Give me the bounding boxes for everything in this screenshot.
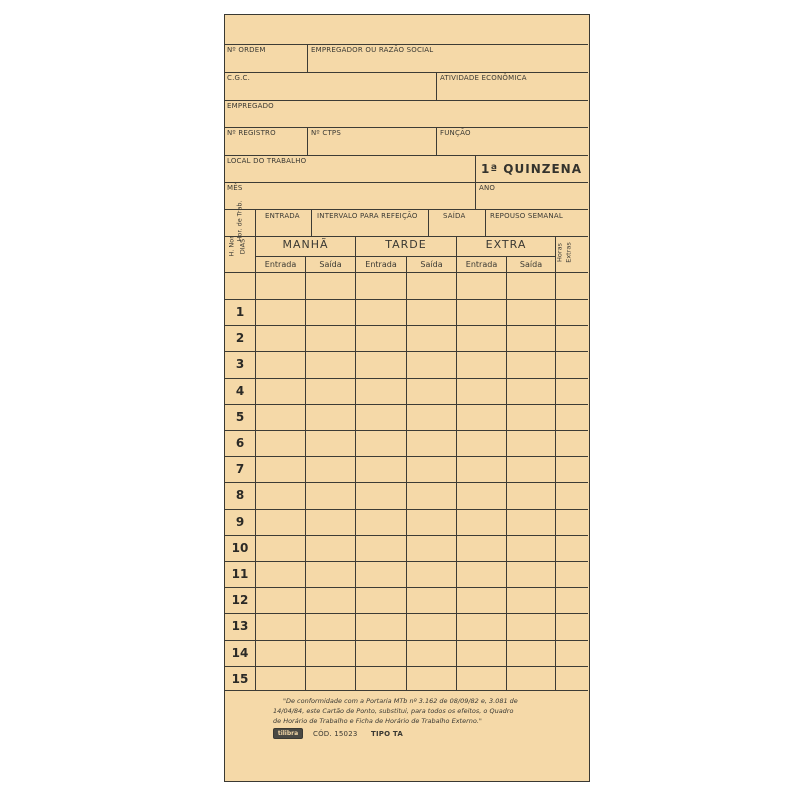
- codigo-label: CÓD. 15023: [313, 730, 358, 738]
- cgc-label: C.G.C.: [227, 74, 251, 82]
- divider: [555, 236, 556, 690]
- funcao-label: FUNÇÃO: [440, 129, 471, 137]
- registro-label: Nº REGISTRO: [227, 129, 276, 137]
- divider: [225, 236, 588, 237]
- divider: [225, 100, 588, 101]
- day-number: 13: [231, 619, 249, 633]
- divider: [305, 256, 306, 690]
- day-number: 15: [231, 672, 249, 686]
- row-divider: [225, 378, 588, 379]
- day-number: 6: [235, 436, 245, 450]
- divider: [225, 127, 588, 128]
- divider: [255, 236, 256, 690]
- quinzena-title: 1ª QUINZENA: [481, 162, 582, 176]
- extra-entrada: Entrada: [465, 260, 498, 269]
- row-divider: [225, 299, 588, 300]
- divider: [225, 155, 588, 156]
- row-divider: [225, 430, 588, 431]
- tarde-saida: Saída: [420, 260, 443, 269]
- row-divider: [225, 613, 588, 614]
- row-divider: [225, 587, 588, 588]
- divider: [406, 256, 407, 690]
- extras-label: Extras: [564, 242, 573, 263]
- tarde-entrada: Entrada: [365, 260, 397, 269]
- divider: [436, 127, 437, 155]
- row-divider: [225, 404, 588, 405]
- row-divider: [225, 535, 588, 536]
- extra-header: EXTRA: [485, 238, 527, 251]
- saida-label: SAÍDA: [443, 212, 466, 220]
- footer-line-1: "De conformidade com a Portaria MTb nº 3.162 de 08/09/82 e, 3.081 de: [283, 697, 518, 705]
- day-number: 12: [231, 593, 249, 607]
- hor-trab-label: Hor. de Trab.: [235, 200, 244, 242]
- time-card: [224, 14, 590, 782]
- repouso-label: REPOUSO SEMANAL: [490, 212, 563, 220]
- divider: [225, 209, 588, 210]
- dias-label: DIAS: [238, 238, 247, 255]
- ordem-label: Nº ORDEM: [227, 46, 266, 54]
- day-number: 3: [235, 357, 245, 371]
- day-number: 9: [235, 515, 245, 529]
- divider: [255, 209, 256, 236]
- manha-saida: Saída: [319, 260, 342, 269]
- ano-label: ANO: [479, 184, 496, 192]
- horas-label: Horas: [555, 243, 564, 262]
- hnor-label: H. Nor: [227, 236, 236, 257]
- day-number: 11: [231, 567, 249, 581]
- local-label: LOCAL DO TRABALHO: [227, 157, 307, 165]
- row-divider: [225, 456, 588, 457]
- row-divider: [225, 561, 588, 562]
- row-divider: [225, 666, 588, 667]
- tilibra-logo: tilibra: [273, 728, 303, 739]
- divider: [475, 155, 476, 209]
- atividade-label: ATIVIDADE ECONÔMICA: [440, 74, 527, 82]
- manha-entrada: Entrada: [264, 260, 297, 269]
- row-divider: [225, 325, 588, 326]
- tarde-header: TARDE: [385, 238, 427, 251]
- divider: [307, 127, 308, 155]
- empregado-label: EMPREGADO: [227, 102, 274, 110]
- divider: [428, 209, 429, 236]
- row-divider: [225, 351, 588, 352]
- day-number: 5: [235, 410, 245, 424]
- divider: [355, 236, 356, 690]
- day-number: 1: [235, 305, 245, 319]
- ctps-label: Nº CTPS: [311, 129, 341, 137]
- divider: [225, 690, 588, 691]
- manha-header: MANHÃ: [282, 238, 329, 251]
- row-divider: [225, 640, 588, 641]
- day-number: 2: [235, 331, 245, 345]
- day-number: 14: [231, 646, 249, 660]
- entrada-label: ENTRADA: [265, 212, 300, 220]
- divider: [485, 209, 486, 236]
- divider: [225, 72, 588, 73]
- mes-label: MÊS: [227, 184, 243, 192]
- row-divider: [225, 482, 588, 483]
- divider: [255, 256, 555, 257]
- divider: [436, 72, 437, 100]
- day-number: 8: [235, 488, 245, 502]
- intervalo-label: INTERVALO PARA REFEIÇÃO: [317, 212, 418, 220]
- day-number: 7: [235, 462, 245, 476]
- day-number: 4: [235, 384, 245, 398]
- tipo-label: TIPO TA: [371, 730, 403, 738]
- divider: [225, 44, 588, 45]
- divider: [307, 44, 308, 72]
- footer-line-3: de Horário de Trabalho e Ficha de Horário de Trabalho Externo.": [273, 717, 482, 725]
- divider: [311, 209, 312, 236]
- divider: [456, 236, 457, 690]
- row-divider: [225, 509, 588, 510]
- extra-saida: Saída: [519, 260, 543, 269]
- footer-line-2: 14/04/84, este Cartão de Ponto, substitui, para todos os efeitos, o Quadro: [273, 707, 514, 715]
- day-number: 10: [231, 541, 249, 555]
- divider: [506, 256, 507, 690]
- empregador-label: EMPREGADOR OU RAZÃO SOCIAL: [311, 46, 434, 54]
- divider: [225, 182, 588, 183]
